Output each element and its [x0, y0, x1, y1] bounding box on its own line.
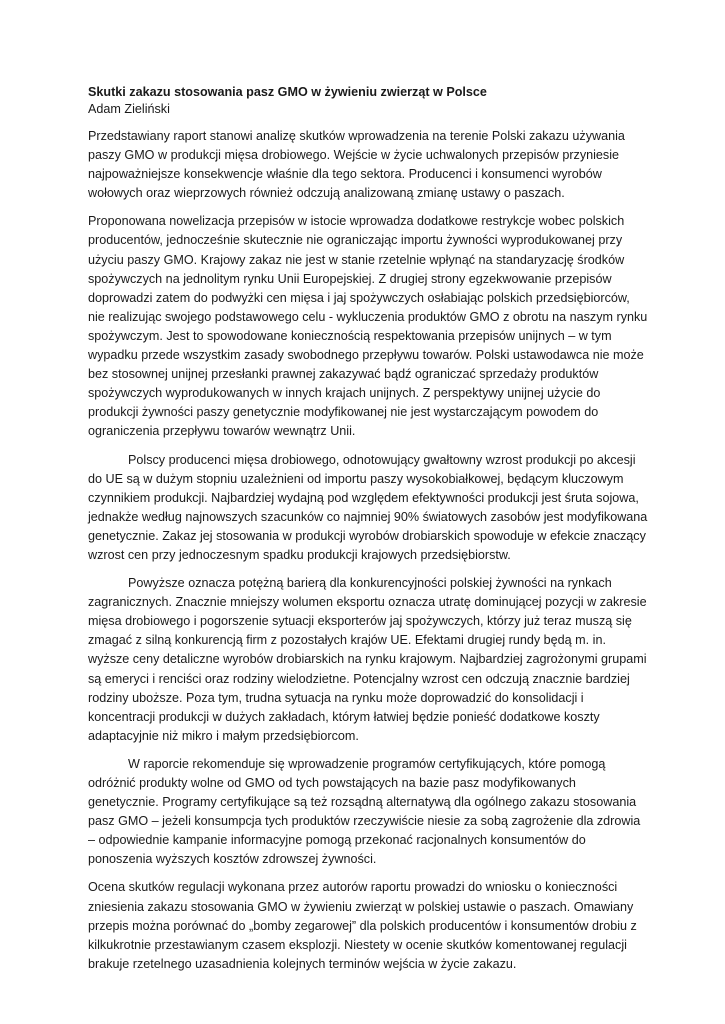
document-title: Skutki zakazu stosowania pasz GMO w żywieniu zwierząt w Polsce [88, 85, 487, 99]
paragraph-amendment: Proponowana nowelizacja przepisów w istocie wprowadza dodatkowe restrykcje wobec polskich producentów, jednocześnie skutecznie nie ograniczając importu żywności wyprodukowanej przy użyciu paszy GMO. Krajowy zakaz nie jest w stanie rzetelnie wpłynąć na standaryzację środków spożywczych na jednolitym rynku Unii Europejskiej. Z drugiej strony egzekwowanie przepisów doprowadzi zatem do podwyżki cen mięsa i jaj spożywczych osłabiając polskich przedsiębiorców, nie realizując swojego podstawowego celu - wykluczenia produktów GMO z obrotu na naszym rynku spożywczym. Jest to spowodowane koniecznością respektowania przepisów unijnych – w tym wypadku przede wszystkim zasady swobodnego przepływu towarów. Polski ustawodawca nie może bez stosownej unijnej przesłanki prawnej zakazywać bądź ograniczać sprzedaży produktów spożywczych wyprodukowanych w innych krajach unijnych. Z perspektywy unijnej użycie do produkcji żywności paszy genetycznie modyfikowanej nie jest wystarczającym powodem do ograniczenia przepływu towarów wewnątrz Unii. [88, 214, 648, 439]
paragraph-intro: Przedstawiany raport stanowi analizę skutków wprowadzenia na terenie Polski zakazu używania paszy GMO w produkcji mięsa drobiowego. Wejście w życie uchwalonych przepisów przyniesie najpoważniejsze konsekwencje właśnie dla tego sektora. Producenci i konsumenci wyrobów wołowych oraz wieprzowych również odczują analizowaną zmianę ustawy o paszach. [88, 129, 625, 201]
paragraph-certification: W raporcie rekomenduje się wprowadzenie programów certyfikujących, które pomogą odróżnić produkty wolne od GMO od tych powstających na bazie pasz modyfikowanych genetycznie. Programy certyfikujące są też rozsądną alternatywą dla ogólnego zakazu stosowania pasz GMO – jeżeli konsumpcja tych produktów rzeczywiście niesie za sobą zagrożenie dla zdrowia – odpowiednie kampanie informacyjne pomogą przekonać racjonalnych konsumentów do ponoszenia wyższych kosztów zdrowszej żywności. [88, 756, 641, 867]
paragraph-competitiveness: Powyższe oznacza potężną barierą dla konkurencyjności polskiej żywności na rynkach zagranicznych. Znacznie mniejszy wolumen eksportu oznacza utratę dominującej pozycji w zakresie mięsa drobiowego i pogorszenie sytuacji eksporterów jaj spożywczych, którzy już teraz muszą się zmagać z silną konkurencją firm z pozostałych krajów UE. Efektami drugiej rundy będą m. in. wyższe ceny detaliczne wyrobów drobiarskich na rynku krajowym. Najbardziej zagrożonymi grupami są emeryci i renciści oraz rodziny wielodzietne. Potencjalny wzrost cen odczują znacznie bardziej rodziny uboższe. Poza tym, trudna sytuacja na rynku może doprowadzić do konsolidacji i koncentracji produkcji w dużych zakładach, którym łatwiej będzie ponieść dodatkowe koszty adaptacyjnie niż mikro i małym przedsiębiorcom. [88, 576, 647, 743]
paragraph-conclusion: Ocena skutków regulacji wykonana przez autorów raportu prowadzi do wniosku o konieczności zniesienia zakazu stosowania GMO w żywieniu zwierząt w polskiej ustawie o paszach. Omawiany przepis można porównać do „bomby zegarowej” dla polskich producentów i konsumentów drobiu z kilkukrotnie przestawianym czasem eksplozji. Niestety w ocenie skutków komentowanej regulacji brakuje rzetelnego uzasadnienia kolejnych terminów wejścia w życie zakazu. [88, 880, 637, 971]
document-page [88, 84, 648, 983]
document-author: Adam Zieliński [88, 102, 170, 116]
paragraph-poultry-producers: Polscy producenci mięsa drobiowego, odnotowujący gwałtowny wzrost produkcji po akcesji do UE są w dużym stopniu uzależnieni od importu paszy wysokobiałkowej, będącym kluczowym czynnikiem produkcji. Najbardziej wydajną pod względem efektywności produkcji jest śruta sojowa, jednakże według najnowszych szacunków co najmniej 90% światowych zasobów jest modyfikowana genetycznie. Zakaz jej stosowania w produkcji wyrobów drobiarskich spowoduje w efekcie znaczący wzrost cen przy jednoczesnym spadku produkcji krajowych przedsiębiorstw. [88, 452, 648, 562]
